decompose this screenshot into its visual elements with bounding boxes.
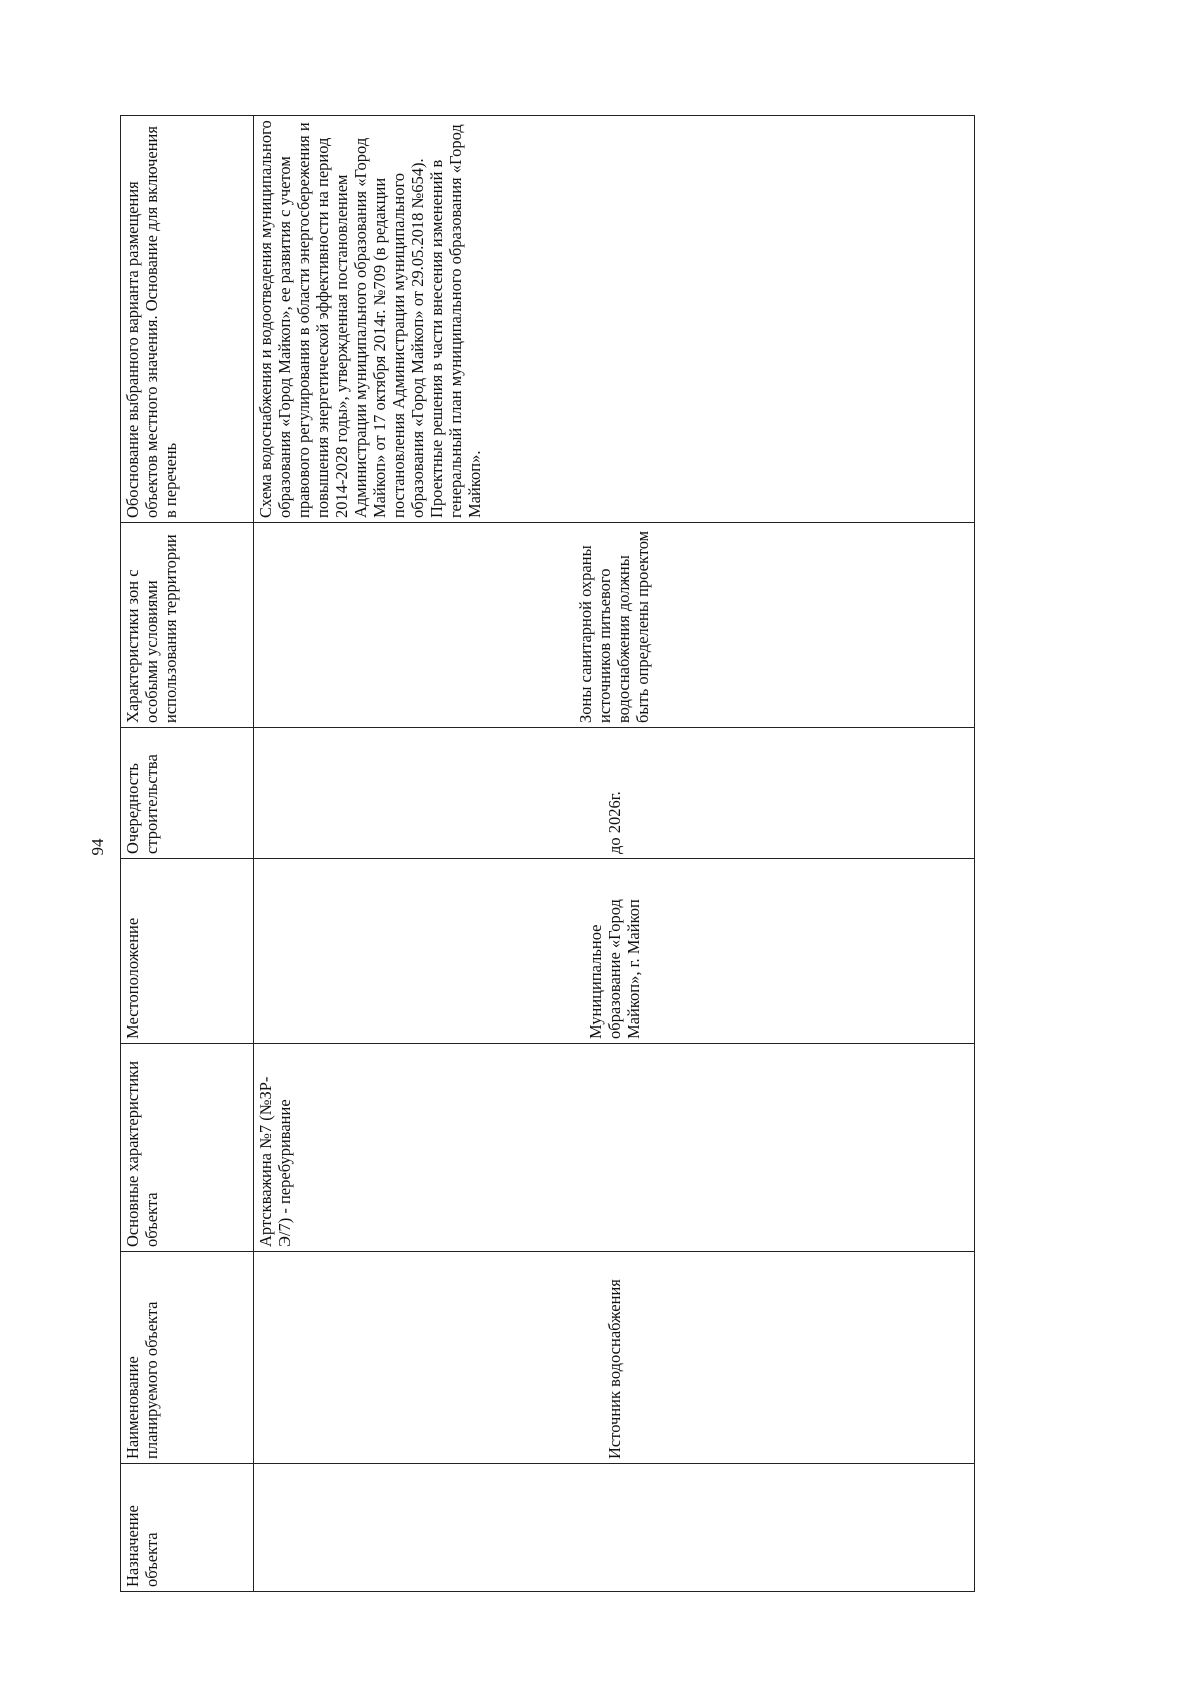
rotated-table-container (120, 116, 970, 1592)
cell-name: Источник водоснабжения (254, 1252, 975, 1464)
header-purpose: Назначение объекта (121, 1464, 254, 1592)
cell-location: Муниципальное образование «Город Майкоп», г. Майкоп (254, 859, 975, 1044)
cell-zones: Зоны санитарной охраны источников питьевого водоснабжения должны быть определены проектом (254, 523, 975, 728)
header-name: Наименование планируемого объекта (121, 1252, 254, 1464)
header-zones: Характеристики зон с особыми условиями использования территории (121, 523, 254, 728)
table-header-row (121, 116, 254, 1592)
header-location: Местоположение (121, 859, 254, 1044)
header-stage: Очередность строительства (121, 728, 254, 859)
table-row (254, 116, 975, 1592)
cell-purpose (254, 1464, 975, 1592)
header-characteristics: Основные характеристики объекта (121, 1044, 254, 1252)
cell-stage: до 2026г. (254, 728, 975, 859)
page-number: 94 (88, 838, 107, 856)
cell-justification: Схема водоснабжения и водоотведения муниципального образования «Город Майкоп», ее развития с учетом правового регулирования в области энергосбережения и повышения энергетической эффективности на период 2014-2028 годы», утвержденная постановлением Администрации муниципального образования «Город Майкоп» от 17 октября 2014г. №709 (в редакции постановления Администрации муниципального образования «Город Майкоп» от 29.05.2018 №654). Проектные решения в части внесения изменений в генеральный план муниципального образования «Город Майкоп». (254, 116, 975, 523)
header-justification: Обоснование выбранного варианта размещения объектов местного значения. Основание для включения в перечень (121, 116, 254, 523)
cell-characteristics: Артскважина №7 (№ЗР-Э/7) - перебуривание (254, 1044, 975, 1252)
planned-objects-table (120, 115, 975, 1592)
